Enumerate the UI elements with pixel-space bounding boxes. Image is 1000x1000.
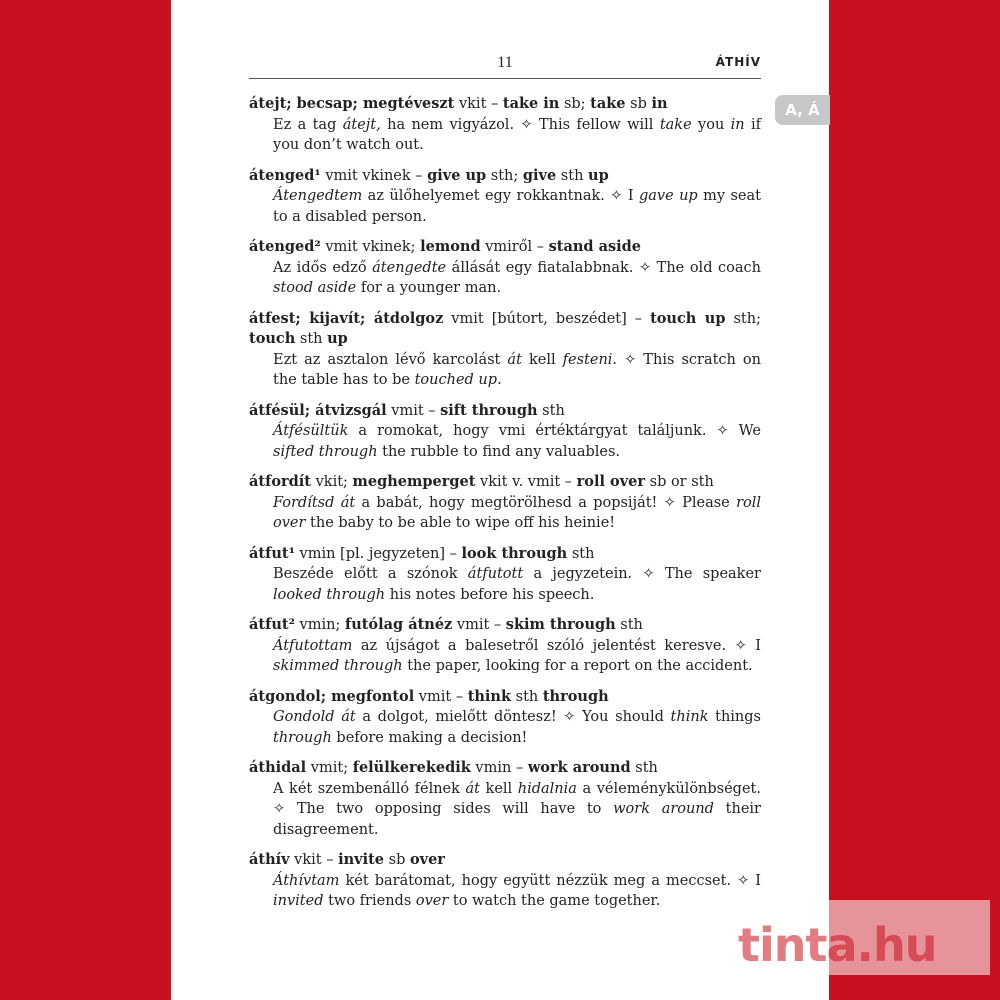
bold-term: skim through: [505, 616, 616, 633]
text-run: ✧ This scratch on the table has to be: [273, 351, 761, 388]
italic-term: invited: [273, 893, 324, 909]
entry-headword-line: [249, 94, 761, 115]
bold-term: sift through: [440, 401, 538, 419]
italic-term: through: [273, 729, 332, 746]
watermark-logo: tinta.hu: [738, 918, 937, 972]
text-run: vkit v. vmit –: [475, 474, 577, 490]
text-run: kell: [521, 351, 563, 368]
text-run: Ez a tag: [273, 116, 343, 133]
bold-term: átfut²: [249, 616, 295, 633]
page-header: [249, 50, 761, 79]
dictionary-entries: [249, 94, 761, 922]
entry-headword-line: [249, 401, 761, 422]
italic-term: stood aside: [273, 280, 357, 296]
entry-headword-line: [249, 850, 761, 871]
bold-term: touch up: [650, 309, 726, 327]
text-run: a babát, hogy megtörölhesd a popsiját! ✧ Please: [355, 494, 737, 511]
italic-term: sifted through: [273, 443, 378, 460]
text-run: vkit –: [454, 96, 503, 112]
text-run: sth: [556, 167, 589, 184]
bold-term: átfordít: [249, 473, 311, 490]
text-run: Beszéde előtt a szónok: [273, 566, 468, 582]
bold-term: take: [590, 95, 626, 112]
entry-example: [249, 421, 761, 462]
text-run: if you don’t watch out.: [273, 116, 762, 153]
italic-term: Áthívtam: [273, 872, 340, 889]
entry-headword-line: [249, 758, 761, 779]
bold-term: look through: [461, 544, 568, 562]
text-run: vmit vkinek;: [320, 239, 421, 255]
italic-term: át: [507, 351, 522, 368]
text-run: to watch the game together.: [448, 893, 661, 909]
bold-term: átfest; kijavít; átdolgoz: [249, 309, 444, 327]
text-run: .: [497, 372, 502, 388]
text-run: sth;: [725, 310, 761, 327]
text-run: vmiről –: [480, 239, 549, 255]
text-run: sth;: [486, 167, 523, 184]
text-run: for a younger man.: [356, 280, 502, 296]
italic-term: Átfutottam: [273, 637, 353, 654]
text-run: their disagreement.: [273, 801, 761, 838]
entry-example: [249, 564, 761, 605]
italic-term: touched up: [414, 372, 498, 388]
bold-term: átejt; becsap; megtéveszt: [249, 95, 455, 112]
entry-headword-line: [249, 615, 761, 636]
italic-term: hidalnia: [517, 780, 577, 797]
italic-term: skimmed through: [273, 658, 403, 674]
bold-term: up: [588, 166, 609, 184]
text-run: two friends: [323, 893, 416, 909]
entry-headword-line: [249, 309, 761, 350]
italic-term: át: [465, 780, 480, 797]
entry-headword-line: [249, 472, 761, 493]
bold-term: work around: [527, 759, 631, 776]
text-run: állását egy fiatalabbnak. ✧ The old coach: [446, 259, 762, 276]
text-run: the rubble to find any valuables.: [377, 443, 621, 460]
entry-headword-line: [249, 237, 761, 258]
dictionary-entry: [249, 472, 761, 534]
text-run: az újságot a balesetről szóló jelentést keresve. ✧ I: [352, 637, 761, 654]
italic-term: in: [730, 116, 745, 133]
dictionary-entry: [249, 850, 761, 912]
text-run: az ülőhelyemet egy rokkantnak. ✧ I: [362, 188, 639, 204]
text-run: vmin [pl. jegyzeten] –: [294, 545, 462, 562]
dictionary-entry: [249, 758, 761, 840]
bold-term: meghemperget: [352, 473, 476, 490]
dictionary-entry: [249, 309, 761, 391]
text-run: kell: [479, 780, 518, 797]
text-run: A két szembenálló félnek: [273, 780, 466, 797]
text-run: vmit –: [414, 688, 468, 705]
text-run: before making a decision!: [331, 729, 528, 746]
bold-term: invite: [338, 851, 385, 868]
dictionary-entry: [249, 237, 761, 299]
bold-term: átgondol; megfontol: [249, 687, 415, 705]
text-run: sb: [384, 852, 410, 868]
dictionary-entry: [249, 94, 761, 156]
text-run: sb;: [559, 96, 591, 112]
entry-headword-line: [249, 166, 761, 187]
text-run: sth: [567, 545, 595, 562]
italic-term: Átfésültük: [273, 423, 349, 439]
bold-term: roll over: [576, 473, 646, 490]
text-run: vmin;: [294, 617, 345, 633]
text-run: vmit –: [452, 617, 506, 633]
bold-term: lemond: [420, 238, 481, 255]
text-run: my seat to a disabled person.: [273, 188, 761, 225]
text-run: vkit;: [311, 474, 353, 490]
entry-example: [249, 258, 761, 299]
bold-term: felülkerekedik: [352, 759, 471, 776]
italic-term: festeni.: [562, 351, 618, 368]
text-run: vmit –: [386, 402, 441, 419]
text-run: a dolgot, mielőtt döntesz! ✧ You should: [355, 709, 671, 725]
bold-term: up: [327, 330, 348, 347]
bold-term: átfésül; átvizsgál: [249, 401, 387, 419]
text-run: vmit;: [306, 760, 353, 776]
bold-term: in: [651, 95, 668, 112]
dictionary-entry: [249, 544, 761, 606]
text-run: vmin –: [470, 760, 528, 776]
text-run: ha nem vigyázol. ✧ This fellow will: [380, 116, 660, 133]
entry-example: [249, 493, 761, 534]
bold-term: give up: [427, 166, 487, 184]
italic-term: looked through: [273, 586, 386, 603]
text-run: the paper, looking for a report on the accident.: [402, 658, 753, 674]
text-run: sth: [615, 617, 643, 633]
text-run: két barátomat, hogy együtt nézzük meg a meccset. ✧ I: [339, 872, 761, 889]
dictionary-entry: [249, 687, 761, 749]
text-run: a jegyzetein. ✧ The speaker: [523, 566, 761, 582]
bold-term: over: [409, 851, 445, 868]
entry-example: [249, 186, 761, 227]
entry-example: [249, 350, 761, 391]
entry-example: [249, 115, 761, 156]
dictionary-entry: [249, 401, 761, 463]
italic-term: think: [670, 709, 709, 725]
bold-term: futólag átnéz: [344, 616, 453, 633]
bold-term: áthidal: [249, 759, 307, 776]
italic-term: gave up: [638, 188, 698, 204]
text-run: you: [691, 116, 731, 133]
text-run: vkit –: [289, 852, 339, 868]
dictionary-entry: [249, 166, 761, 228]
italic-term: take: [659, 116, 692, 133]
entry-example: [249, 779, 761, 841]
entry-headword-line: [249, 687, 761, 708]
text-run: sb or sth: [645, 474, 714, 490]
entry-headword-line: [249, 544, 761, 565]
thumb-index-tab: A, Á: [775, 95, 830, 125]
italic-term: Fordítsd át: [273, 494, 356, 511]
bold-term: give: [522, 166, 557, 184]
entry-example: [249, 636, 761, 677]
text-run: the baby to be able to wipe off his heinie!: [305, 515, 616, 531]
text-run: a romokat, hogy vmi értéktárgyat találjunk. ✧ We: [348, 423, 761, 439]
bold-term: stand aside: [548, 238, 641, 255]
bold-term: through: [542, 687, 609, 705]
italic-term: roll over: [273, 494, 761, 531]
running-head: ÁTHÍV: [715, 55, 761, 69]
bold-term: think: [467, 687, 512, 705]
bold-term: take in: [502, 95, 560, 112]
text-run: sth: [511, 688, 543, 705]
text-run: sth: [295, 331, 328, 347]
text-run: sth: [537, 402, 565, 419]
bold-term: áthív: [249, 851, 290, 868]
text-run: vmit vkinek –: [320, 167, 428, 184]
text-run: Ezt az asztalon lévő karcolást: [273, 351, 508, 368]
page-number: 11: [497, 54, 513, 71]
italic-term: átfutott: [467, 566, 524, 582]
bold-term: átenged²: [249, 238, 321, 255]
italic-term: Átengedtem: [273, 188, 363, 204]
text-run: sb: [625, 96, 652, 112]
dictionary-entry: [249, 615, 761, 677]
bold-term: átfut¹: [249, 544, 295, 562]
entry-example: [249, 707, 761, 748]
text-run: vmit [bútort, beszédet] –: [443, 310, 651, 327]
italic-term: Gondold át: [273, 709, 356, 725]
entry-example: [249, 871, 761, 912]
text-run: Az idős edző: [273, 259, 373, 276]
bold-term: touch: [249, 330, 296, 347]
italic-term: over: [415, 893, 449, 909]
text-run: sth: [630, 760, 658, 776]
text-run: his notes before his speech.: [385, 586, 595, 603]
italic-term: work around: [613, 801, 714, 817]
italic-term: átejt,: [342, 116, 381, 133]
bold-term: átenged¹: [249, 166, 321, 184]
italic-term: átengedte: [372, 259, 447, 276]
text-run: a véleménykülönbséget. ✧ The two opposing sides will have to: [273, 780, 761, 817]
text-run: things: [708, 709, 761, 725]
